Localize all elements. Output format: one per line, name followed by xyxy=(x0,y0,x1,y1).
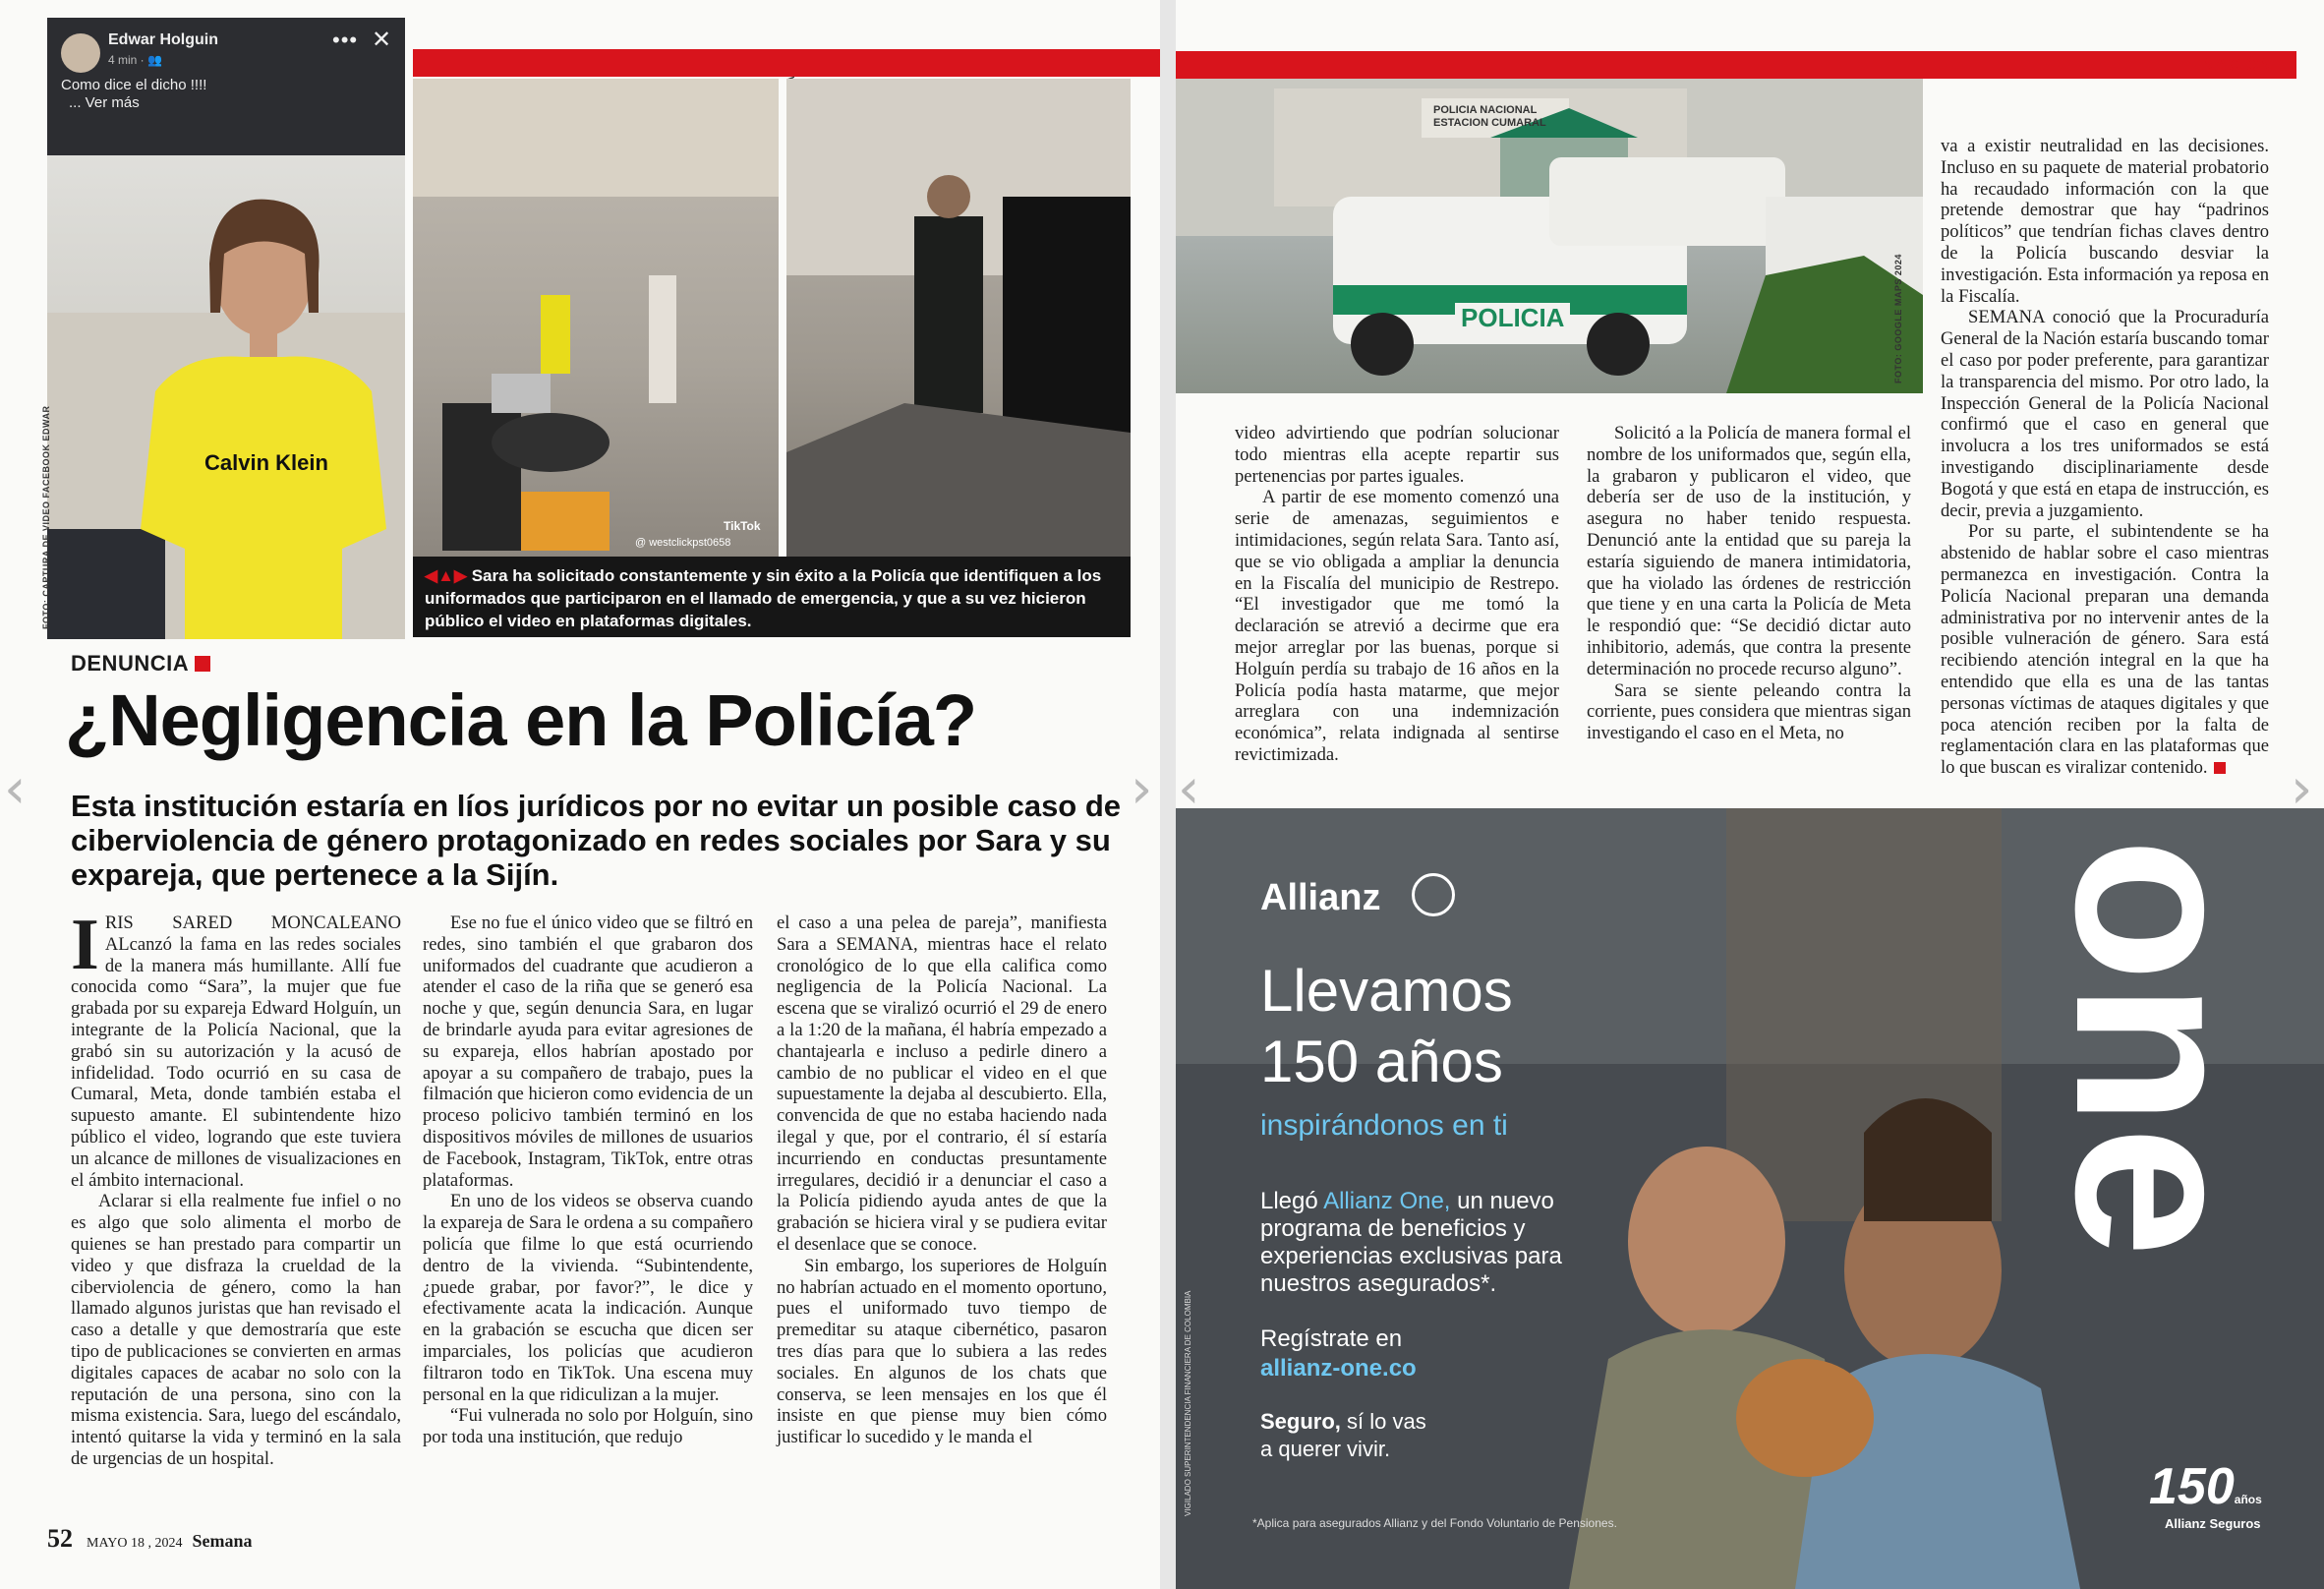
prev-page-arrow[interactable]: ‹ xyxy=(4,757,27,821)
left-magazine-page xyxy=(0,0,1160,1589)
station-sign: POLICIA NACIONAL ESTACION CUMARAL xyxy=(1433,104,1546,129)
police-station-photo xyxy=(1176,79,1923,393)
paragraph: video advirtiendo que podrían solucionar todo mientras ella acepte repartir sus pertenencias por partes iguales. xyxy=(1235,423,1559,487)
article-column-4 xyxy=(1235,423,1559,766)
allianz-logo-icon xyxy=(1412,873,1455,916)
paragraph: va a existir neutralidad en las decisiones. Incluso en su paquete de material probatorio ha recaudado información con la que pretende demostrar que hay “padrinos políticos” que tendrían fichas claves dentro de la Policía buscando desviar la investigación. Esta información ya reposa en la Fiscalía. xyxy=(1941,136,2269,307)
more-options-icon[interactable]: ••• xyxy=(332,28,359,52)
shirt-text: Calvin Klein xyxy=(204,450,328,475)
page-gutter xyxy=(1160,0,1176,1589)
post-time-text: 4 min · xyxy=(108,53,148,67)
paragraph xyxy=(1941,521,2269,779)
post-author[interactable]: Edwar Holguin xyxy=(108,31,218,48)
photo-credit-right: FOTO: GOOGLE MAPS 2024 xyxy=(1893,254,1903,383)
photo-credit-left: FOTO: CAPTURA DE VIDEO FACEBOOK EDWAR xyxy=(41,405,51,629)
header-red-bar-right xyxy=(1176,51,2296,79)
tiktok-username: @ westclickpst0658 xyxy=(635,537,731,549)
ad-tagline: inspirándonos en ti xyxy=(1260,1109,1508,1142)
paragraph: el caso a una pelea de pareja”, manifiesta Sara a SEMANA, mientras hace el relato cronológico de lo que ella califica como negligencia de la Policía Nacional. La escena que se viralizó ocurrió el 29 de enero a la 1:20 de la mañana, él habría empezado a chantajearla e incluso a pedirle dinero a cambio de no publicar el video en el que supuestamente la dejaba al descubierto. Ella, convencida de que no estaba haciendo nada ilegal y que, por el contrario, él sí estaría incurriendo en conductas presuntamente irregulares, decidió ir a denunciar el caso a la Policía pidiendo ayuda antes de que la grabación se hiciera viral y se pudiera evitar el desenlace que se conoce. xyxy=(777,912,1107,1255)
paragraph: Sin embargo, los superiores de Holguín no habrían actuado en el momento oportuno, pues el uniformado tuvo tiempo de premeditar su ataque cibernético, pasaron tres días para que lo subiera a las redes sociales. En algunos de los chats que conserva, se leen mensajes en los que él insiste en que piense muy bien cómo justificar lo sucedido y le manda el xyxy=(777,1255,1107,1448)
police-station-illustration xyxy=(1176,79,1923,393)
photo-caption xyxy=(413,557,1131,637)
room-photo xyxy=(413,79,779,557)
ad-years xyxy=(2149,1457,2262,1516)
header-red-bar xyxy=(413,49,1160,77)
friends-icon: 👥 xyxy=(147,53,162,67)
truck-police-label: POLICIA xyxy=(1455,303,1570,333)
ad-big-word xyxy=(2027,838,2291,1388)
officer-photo xyxy=(786,79,1131,557)
ad-url-link[interactable]: allianz-one.co xyxy=(1260,1355,1417,1382)
article-column-1 xyxy=(71,905,401,1470)
paragraph: Sara se siente peleando contra la corriente, pues considera que mientras sigan investigando el caso en el Meta, no xyxy=(1587,679,1911,744)
article-column-3 xyxy=(777,912,1107,1448)
ad-slogan-rest: sí lo vas a querer vivir. xyxy=(1260,1409,1426,1461)
see-more-link[interactable]: ... Ver más xyxy=(69,94,140,111)
article-column-6 xyxy=(1941,136,2269,779)
allianz-advertisement xyxy=(1176,808,2324,1589)
next-page-arrow[interactable]: › xyxy=(2291,757,2313,821)
big-one-text: one xyxy=(2027,838,2291,1258)
tiktok-label: TikTok xyxy=(724,519,761,533)
paragraph: Solicitó a la Policía de manera formal el nombre de los uniformados que, según ella, la grabaron y publicaron el video, que debería ser de uso de la institución, y asegura no haber tenido respuesta. Denunció ante la entidad que su pareja la estaría siguiendo de manera intimidatoria, que ha violado las órdenes de restricción que tiene y en una carta la Policía de Meta le respondió que: “Se decidió dictar auto inhibitorio, además, que contra la presente determinación no procede recurso alguno”. xyxy=(1587,423,1911,679)
lead-text: RIS SARED MONCALEANO ALcanzó la fama en las redes sociales de la manera más humillante. Allí fue conocida como “Sara”, la mujer que fue grabada por su expareja Edward Holguín, un integrante de la Policía Nacional, que la grabó sin su autorización y la acusó de infidelidad. Todo ocurrió en su casa de Cumaral, Meta, donde también estaba el supuesto amante. El subintendente hizo público el video, logrando que este tuviera un alcance de millones de visualizaciones en el ámbito internacional. xyxy=(71,912,401,1191)
ad-slogan-bold: Seguro, xyxy=(1260,1409,1341,1434)
section-square-icon xyxy=(195,656,210,672)
ad-body xyxy=(1260,1188,1575,1298)
paragraph-text: Por su parte, el subintendente se ha abstenido de hablar sobre el caso mientras permanezca en investigación. Contra la Policía Nacional preparan una demanda administrativa por no intervenir antes de la posible vulneración de género. Sara está recibiendo atención integral en la que ha entendido que ella es una de las tantas personas víctimas de ataques digitales y que poca atención reciben por la falta de reglamentación clara en las plataformas que lo que buscan es viralizar contenido. xyxy=(1941,521,2269,779)
avatar xyxy=(61,33,100,73)
paragraph: Aclarar si ella realmente fue infiel o no es algo que solo alimenta el morbo de quienes se han prestado para compartir un video y que disfraza la crueldad de la ciberviolencia de género, como la han llamado algunos juristas que han revisado el caso a detalle y que demostraría que este tipo de publicaciones se convierten en armas digitales capaces de acabar no solo con la reputación de una persona, sino con la misma existencia. Sara, luego del escándalo, intentó quitarse la vida y terminó en la sala de urgencias de un hospital. xyxy=(71,1191,401,1469)
article-lead-paragraph xyxy=(71,905,401,1191)
issue-date: MAYO 18 , 2024 xyxy=(87,1536,183,1551)
paragraph: SEMANA conoció que la Procuraduría General de la Nación estaría buscando tomar el caso por poder preferente, para garantizar la transparencia del mismo. Por otro lado, la Inspección General de la Policía Nacional confirmó que el caso en general que involucra a los tres uniformados se está investigando disciplinariamente desde Bogotá y que está en etapa de instrucción, es decir, previa a juzgamiento. xyxy=(1941,307,2269,521)
caption-arrows-icon: ◀▲▶ xyxy=(425,566,467,585)
prev-page-arrow-right[interactable]: ‹ xyxy=(1178,757,1200,821)
paragraph: A partir de ese momento comenzó una serie de amenazas, seguimientos e intimidaciones, según relata Sara. Tanto así, que se vio obligada a ampliar la denuncia en la Fiscalía del municipio de Restrepo. “El investigador que me tomó la declaración se atrevió a decirme que era mejor arreglar por las buenas, porque si Holguín perdía su trabajo de 16 años en la Policía podía hasta matarme, que mejor arreglara con una indemnización económica”, relata indignada al sentirse revictimizada. xyxy=(1235,487,1559,765)
magazine-name: Semana xyxy=(192,1531,253,1551)
ad-years-label: años xyxy=(2234,1493,2262,1506)
section-nacion: NACIÓN xyxy=(2202,55,2272,75)
ad-slogan xyxy=(1260,1408,1437,1463)
close-icon[interactable]: ✕ xyxy=(372,27,392,53)
ad-body-highlight: Allianz One, xyxy=(1323,1188,1451,1214)
ad-years-number: 150 xyxy=(2149,1458,2235,1515)
ad-register-text: Regístrate en xyxy=(1260,1325,1403,1352)
ad-years-sub: Allianz Seguros xyxy=(2165,1516,2261,1531)
ad-headline xyxy=(1260,956,1513,1097)
ad-headline-line-1: Llevamos xyxy=(1260,958,1513,1024)
room-illustration xyxy=(413,79,779,557)
article-column-5 xyxy=(1587,423,1911,744)
allianz-brand: Allianz xyxy=(1260,877,1381,918)
article-column-2 xyxy=(423,912,753,1448)
end-mark-icon xyxy=(2214,762,2226,774)
ad-side-legal: VIGILADO SUPERINTENDENCIA FINANCIERA DE COLOMBIA xyxy=(1184,1290,1192,1516)
paragraph: “Fui vulnerada no solo por Holguín, sino por toda una institución, que redujo xyxy=(423,1405,753,1448)
page-number: 52 xyxy=(47,1524,73,1553)
drop-cap: I xyxy=(71,905,99,985)
ad-body-1: Llegó xyxy=(1260,1188,1324,1214)
subheadline: Esta institución estaría en líos jurídicos por no evitar un posible caso de ciberviolencia de género protagonizado en redes sociales por Sara y su expareja, que pertenece a la Sijín. xyxy=(71,789,1122,892)
ad-headline-line-2: 150 años xyxy=(1260,1029,1503,1094)
ad-body-2: un nuevo programa de beneficios y experiencias exclusivas para nuestros asegurados*. xyxy=(1260,1188,1562,1297)
facebook-post-overlay xyxy=(47,18,405,155)
caption-text: Sara ha solicitado constantemente y sin éxito a la Policía que identifiquen a los uniformados que participaron en el llamado de emergencia, y que a su vez hicieron público el video en plataformas digitales. xyxy=(425,566,1102,630)
paragraph: Ese no fue el único video que se filtró en redes, sino también el que grabaron dos uniformados del cuadrante que acudieron a atender el caso de la riña que se generó esa noche y que, según denuncia Sara, en lugar de brindarle ayuda para evitar agresiones de su expareja, ellos habrían apostado por apoyar a su compañero de trabajo, pues la filmación que hicieron como evidencia de un proceso policivo también terminó en los dispositivos móviles de millones de usuarios de Facebook, Instagram, TikTok, entre otras plataformas. xyxy=(423,912,753,1191)
section-tag xyxy=(71,651,210,677)
post-time xyxy=(108,53,162,67)
folio xyxy=(47,1524,253,1554)
page-title: ¿Negligencia en la Policía? xyxy=(65,679,977,761)
section-tag-text: DENUNCIA xyxy=(71,651,190,676)
paragraph: En uno de los videos se observa cuando la expareja de Sara le ordena a su compañero policía que filme lo que está ocurriendo dentro de la vivienda. “Subintendente, ¿puede grabar, por favor?”, le dice y efectivamente acata la indicación. Aunque en la grabación se escucha que dicen ser imparciales, los policías que acudieron filtraron todo en TikTok. Una escena muy personal en la que ridiculizan a la mujer. xyxy=(423,1191,753,1405)
next-page-arrow-left[interactable]: › xyxy=(1131,757,1153,821)
post-text: Como dice el dicho !!!! xyxy=(61,77,207,93)
officer-illustration xyxy=(786,79,1131,557)
ad-footnote: *Aplica para asegurados Allianz y del Fondo Voluntario de Pensiones. xyxy=(1252,1516,1617,1530)
right-magazine-page xyxy=(1176,0,2324,808)
